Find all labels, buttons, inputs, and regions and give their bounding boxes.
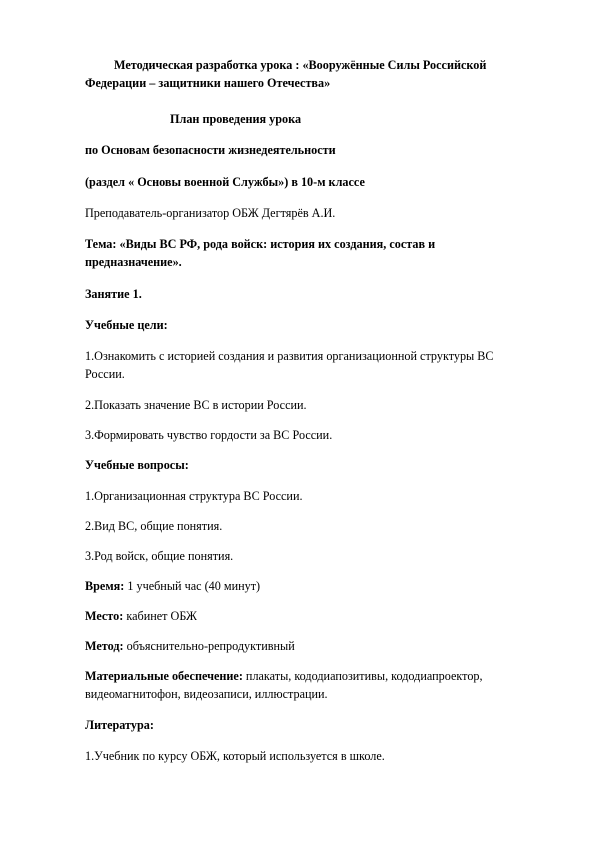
topic-line-2: предназначение».	[85, 255, 182, 269]
goal-2: 2.Показать значение ВС в истории России.	[85, 398, 307, 412]
literature-1: 1.Учебник по курсу ОБЖ, который используется в школе.	[85, 749, 385, 763]
place-label: Место:	[85, 609, 124, 623]
document-title	[85, 56, 555, 92]
section-line: (раздел « Основы военной Службы») в 10-м классе	[85, 175, 365, 189]
material-value-line-1: плакаты, кододиапозитивы, кододиапроектор,	[242, 669, 483, 683]
time-label: Время:	[85, 579, 125, 593]
lesson-number: Занятие 1.	[85, 287, 142, 301]
place-value: кабинет ОБЖ	[123, 609, 197, 623]
subject-line: по Основам безопасности жизнедеятельности	[85, 143, 336, 157]
teacher-line: Преподаватель-организатор ОБЖ Дегтярёв А.И.	[85, 206, 336, 220]
material-value-line-2: видеомагнитофон, видеозаписи, иллюстрации.	[85, 687, 328, 701]
question-3: 3.Род войск, общие понятия.	[85, 549, 234, 563]
title-line-1: Методическая разработка урока : «Вооружённые Силы Российской	[114, 58, 487, 72]
material-line	[85, 667, 555, 703]
question-2: 2.Вид ВС, общие понятия.	[85, 519, 223, 533]
questions-heading: Учебные вопросы:	[85, 458, 189, 472]
question-1: 1.Организационная структура ВС России.	[85, 489, 303, 503]
title-line-2: Федерации – защитники нашего Отечества»	[85, 76, 331, 90]
goal-1-line-2: России.	[85, 367, 125, 381]
method-label: Метод:	[85, 639, 124, 653]
goals-heading: Учебные цели:	[85, 318, 168, 332]
time-line	[85, 577, 555, 595]
goal-1	[85, 347, 555, 383]
plan-heading: План проведения урока	[170, 112, 302, 126]
time-value: 1 учебный час (40 минут)	[124, 579, 261, 593]
method-line	[85, 637, 555, 655]
topic	[85, 235, 555, 271]
literature-heading: Литература:	[85, 718, 154, 732]
topic-line-1: Тема: «Виды ВС РФ, рода войск: история их создания, состав и	[85, 237, 436, 251]
place-line	[85, 607, 555, 625]
method-value: объяснительно-репродуктивный	[123, 639, 295, 653]
material-label: Материальные обеспечение:	[85, 669, 243, 683]
goal-3: 3.Формировать чувство гордости за ВС России.	[85, 428, 333, 442]
goal-1-line-1: 1.Ознакомить с историей создания и развития организационной структуры ВС	[85, 349, 494, 363]
